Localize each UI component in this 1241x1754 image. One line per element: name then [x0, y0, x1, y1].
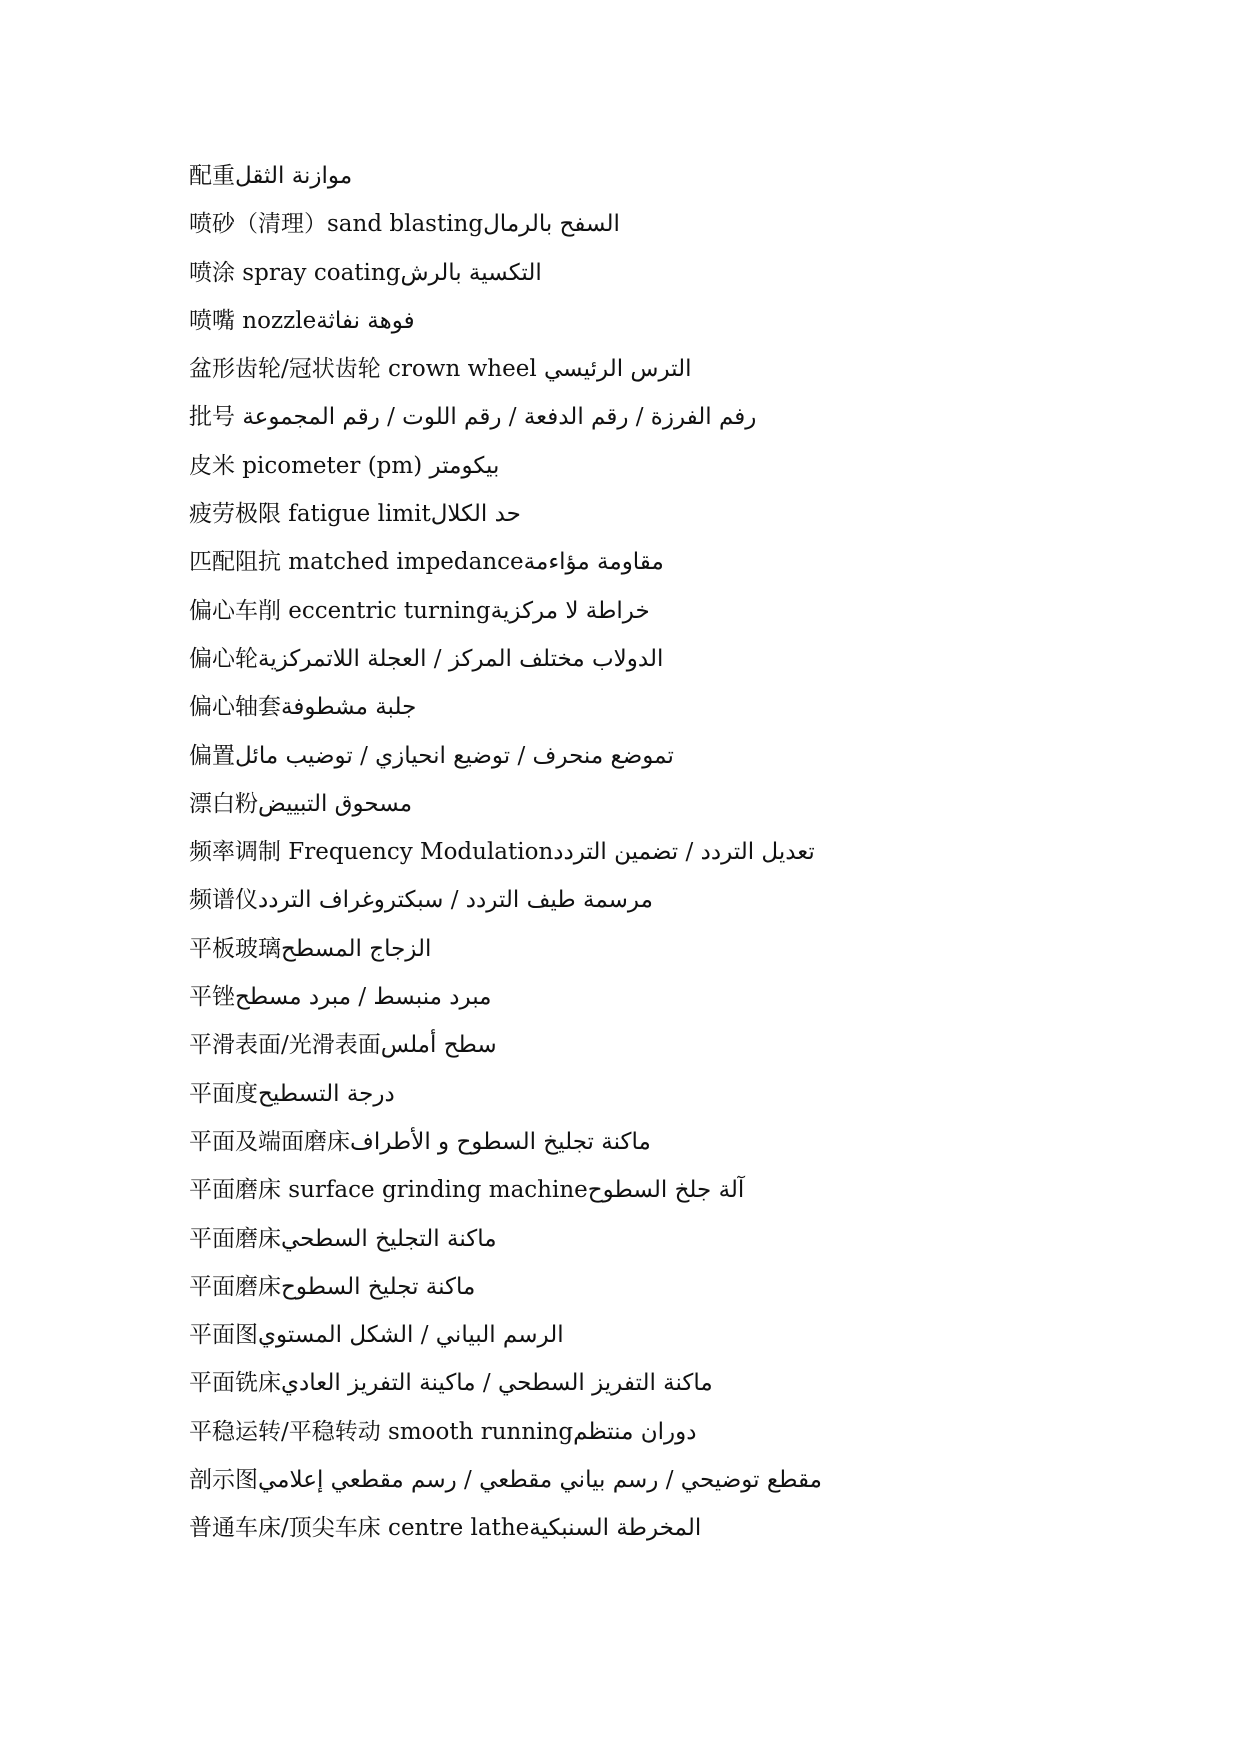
entry-text: 剖示图مقطع توضيحي / رسم بياني مقطعي / رسم مقطعي إعلامي [189, 1467, 822, 1494]
entry-text: 平面磨床ماكنة التجليخ السطحي [189, 1225, 497, 1252]
glossary-entry [189, 1365, 1149, 1413]
entry-text: 频率调制 Frequency Modulationتعديل التردد / تضمين التردد [189, 839, 815, 866]
glossary-entry [189, 351, 1149, 399]
entry-text: 平面磨床ماكنة تجليخ السطوح [189, 1273, 476, 1300]
glossary-entry [189, 979, 1149, 1027]
entry-text: 漂白粉مسحوق التبييض [189, 790, 413, 817]
entry-text: 平面磨床 surface grinding machineآلة جلخ السطوح [189, 1177, 745, 1204]
glossary-entry [189, 1414, 1149, 1462]
glossary-entry [189, 448, 1149, 496]
glossary-entry [189, 1124, 1149, 1172]
glossary-entry [189, 738, 1149, 786]
entry-text: 平面图الرسم البياني / الشكل المستوي [189, 1322, 564, 1349]
glossary-entry [189, 206, 1149, 254]
entry-text: 偏心轮الدولاب مختلف المركز / العجلة اللاتمركزية [189, 645, 664, 672]
entry-text: 喷砂（清理）sand blastingالسفح بالرمال [189, 211, 620, 238]
glossary-entry [189, 593, 1149, 641]
glossary-entry [189, 158, 1149, 206]
glossary-list [189, 158, 1149, 1559]
glossary-entry [189, 1076, 1149, 1124]
entry-text: 疲劳极限 fatigue limitحد الكلال [189, 501, 521, 528]
glossary-entry [189, 834, 1149, 882]
glossary-entry [189, 1027, 1149, 1075]
entry-text: 普通车床/顶尖车床 centre latheالمخرطة السنبكية [189, 1515, 702, 1542]
glossary-entry [189, 399, 1149, 447]
glossary-entry [189, 1462, 1149, 1510]
entry-text: 平锉مبرد منبسط / مبرد مسطح [189, 984, 492, 1011]
entry-text: 平面铣床ماكنة التفريز السطحي / ماكينة التفريز العادي [189, 1370, 713, 1397]
glossary-entry [189, 1172, 1149, 1220]
glossary-entry [189, 496, 1149, 544]
entry-text: 偏置تموضع منحرف / توضيع انحيازي / توضيب مائل [189, 742, 674, 769]
glossary-entry [189, 255, 1149, 303]
entry-text: 批号 رفم الفرزة / رقم الدفعة / رقم اللوت / رقم المجموعة [189, 404, 757, 431]
entry-text: 皮米 picometer (pm) بيكومتر [189, 452, 500, 479]
glossary-entry [189, 1510, 1149, 1558]
glossary-entry [189, 1221, 1149, 1269]
entry-text: 平面度درجة التسطيح [189, 1080, 395, 1107]
glossary-entry [189, 641, 1149, 689]
entry-text: 偏心车削 eccentric turningخراطة لا مركزية [189, 597, 650, 624]
entry-text: 匹配阻抗 matched impedanceمقاومة مؤاءمة [189, 549, 664, 576]
entry-text: 平稳运转/平稳转动 smooth runningدوران منتظم [189, 1418, 697, 1445]
entry-text: 偏心轴套جلبة مشطوفة [189, 694, 417, 721]
entry-text: 平面及端面磨床ماكنة تجليخ السطوح و الأطراف [189, 1128, 651, 1155]
glossary-entry [189, 931, 1149, 979]
entry-text: 喷涂 spray coatingالتكسية بالرش [189, 259, 542, 286]
entry-text: 平滑表面/光滑表面سطح أملس [189, 1032, 497, 1059]
entry-text: 盆形齿轮/冠状齿轮 crown wheel الترس الرئيسي [189, 356, 692, 383]
entry-text: 配重موازنة الثقل [189, 163, 353, 189]
glossary-entry [189, 1269, 1149, 1317]
glossary-entry [189, 689, 1149, 737]
entry-text: 喷嘴 nozzleفوهة نفاثة [189, 307, 415, 334]
glossary-entry [189, 882, 1149, 930]
glossary-entry [189, 303, 1149, 351]
glossary-entry [189, 1317, 1149, 1365]
glossary-entry [189, 786, 1149, 834]
glossary-entry [189, 544, 1149, 592]
entry-text: 平板玻璃الزجاج المسطح [189, 935, 432, 962]
entry-text: 频谱仪مرسمة طيف التردد / سبكتروغراف التردد [189, 887, 653, 914]
